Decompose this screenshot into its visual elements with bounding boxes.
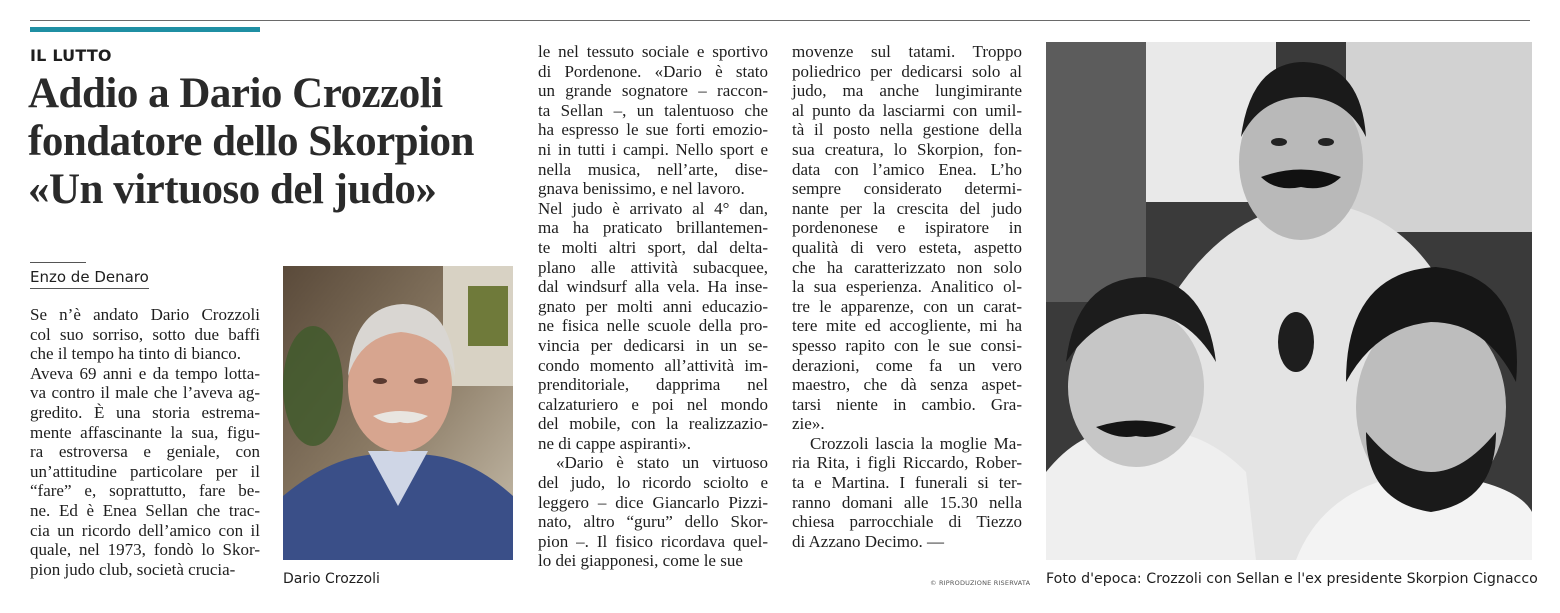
body-text-line: ne. Ed è Enea Sellan che trac-	[30, 500, 260, 520]
body-text-line: che ha caratterizzato non solo	[792, 257, 1022, 277]
body-text-line: ta Sellan –, un talentuoso che	[538, 100, 768, 120]
body-text-line: un grande sognatore – raccon-	[538, 81, 768, 101]
body-text-line: “fare” e, soprattutto, fare be-	[30, 481, 260, 501]
body-text-line: ria Rita, i figli Riccardo, Rober-	[792, 453, 1022, 473]
body-text-line: pion –. Il fisico ricordava quel-	[538, 531, 768, 551]
body-text-line: data con l’amico Enea. L’ho	[792, 159, 1022, 179]
body-text-line: chiesa parrocchiale di Tiezzo	[792, 512, 1022, 532]
group-photo-caption: Foto d'epoca: Crozzoli con Sellan e l'ex presidente Skorpion Cignacco	[1046, 571, 1538, 587]
article-byline: Enzo de Denaro	[30, 268, 149, 289]
body-text-line: pordenonese e ispiratore in	[792, 218, 1022, 238]
body-text-line: tà il posto nella gestione della	[792, 120, 1022, 140]
body-text-line: gnato per molti anni educazio-	[538, 296, 768, 316]
body-text-line: te molti altri sport, dal delta-	[538, 237, 768, 257]
body-text-line: Aveva 69 anni e da tempo lotta-	[30, 363, 260, 383]
section-accent-bar	[30, 27, 260, 32]
body-text-line: le nel tessuto sociale e sportivo	[538, 42, 768, 61]
body-text-line: ne di cappe aspiranti».	[538, 433, 691, 453]
body-text-line: Se n’è andato Dario Crozzoli	[30, 305, 260, 324]
headline-line: fondatore dello Skorpion	[28, 118, 474, 165]
body-text-line: nante per la crescita del judo	[792, 198, 1022, 218]
body-text-line: va contro il male che l’aveva ag-	[30, 383, 260, 403]
body-text-line: maestro, che dà senza aspet-	[792, 375, 1022, 395]
body-text-line: condo momento all’attività im-	[538, 355, 768, 375]
body-text-line: Nel judo è arrivato al 4° dan,	[538, 198, 768, 218]
body-text-line: calzaturiero e poi nel mondo	[538, 394, 768, 414]
body-text-line: la sua esperienza. Analitico ol-	[792, 277, 1022, 297]
body-text-line: sempre considerato determi-	[792, 179, 1022, 199]
body-text-line: quale, nel 1973, fondò lo Skor-	[30, 540, 260, 560]
body-text-line: pion judo club, società crucia-	[30, 559, 236, 579]
body-text-line: ma ha praticato brillantemen-	[538, 218, 768, 238]
body-text-line: Crozzoli lascia la moglie Ma-	[810, 433, 1022, 453]
body-text-line: spesso rapito con le sue consi-	[792, 335, 1022, 355]
body-text-line: nella musica, nell’arte, dise-	[538, 159, 768, 179]
body-text-line: ranno domani alle 15.30 nella	[792, 492, 1022, 512]
body-text-line: vincia per dedicarsi in un se-	[538, 335, 768, 355]
body-text-line: zie».	[792, 414, 825, 434]
body-text-line: leggero – dice Giancarlo Pizzi-	[538, 492, 768, 512]
headline-line: Addio a Dario Crozzoli	[28, 70, 443, 117]
article-column-3	[792, 42, 1022, 551]
group-photo-image	[1046, 42, 1532, 560]
body-text-line: tere mite ed accogliente, mi ha	[792, 316, 1022, 336]
headline-line: «Un virtuoso del judo»	[28, 166, 437, 213]
body-text-line: che il tempo ha tinto di bianco.	[30, 344, 242, 364]
body-text-line: cia un ricordo dell’amico con il	[30, 520, 260, 540]
body-text-line: poliedrico per dedicarsi solo al	[792, 61, 1022, 81]
body-text-line: mente affascinante la sua, figu-	[30, 422, 260, 442]
body-text-line: tarsi niente in cambio. Gra-	[792, 394, 1022, 414]
body-text-line: tre le apparenze, con un carat-	[792, 296, 1022, 316]
body-text-line: ra estroversa e geniale, con	[30, 442, 260, 462]
body-text-line: lo dei giapponesi, come le sue	[538, 551, 743, 571]
body-text-line: un’attitudine particolare per il	[30, 461, 260, 481]
body-text-line: del judo, lo ricordo sciolto e	[538, 473, 768, 493]
article-column-2	[538, 42, 768, 571]
portrait-caption: Dario Crozzoli	[283, 571, 380, 587]
body-text-line: di Pordenone. «Dario è stato	[538, 61, 768, 81]
body-text-line: movenze sul tatami. Troppo	[792, 42, 1022, 61]
body-text-line: judo, ma anche lungimirante	[792, 81, 1022, 101]
body-text-line: ne fisica nelle scuole della pro-	[538, 316, 768, 336]
reproduction-notice: © RIPRODUZIONE RISERVATA	[930, 579, 1031, 587]
body-text-line: di Azzano Decimo. —	[792, 531, 945, 551]
body-text-line: dal windsurf alla vela. Ha inse-	[538, 277, 768, 297]
body-text-line: «Dario è stato un virtuoso	[556, 453, 768, 473]
body-text-line: ha espresso le sue forti emozio-	[538, 120, 768, 140]
portrait-photo-image	[283, 266, 513, 560]
body-text-line: gredito. È una storia estrema-	[30, 402, 260, 422]
byline-rule	[30, 262, 86, 263]
body-text-line: col suo sorriso, sotto due baffi	[30, 324, 260, 344]
body-text-line: qualità di vero esteta, aspetto	[792, 237, 1022, 257]
group-photo	[1046, 42, 1532, 560]
body-text-line: plano alle attività subacquee,	[538, 257, 768, 277]
body-text-line: al punto da lasciarmi con umil-	[792, 100, 1022, 120]
portrait-photo	[283, 266, 513, 560]
body-text-line: gnava benissimo, e nel lavoro.	[538, 179, 745, 199]
body-text-line: sua creatura, lo Skorpion, fon-	[792, 139, 1022, 159]
body-text-line: nato, altro “guru” dello Skor-	[538, 512, 768, 532]
body-text-line: del mobile, con la realizzazio-	[538, 414, 768, 434]
body-text-line: ta e Martina. I funerali si ter-	[792, 473, 1022, 493]
article-column-1	[30, 305, 260, 579]
body-text-line: derazioni, come fa un vero	[792, 355, 1022, 375]
body-text-line: ni in tutti i campi. Nello sport e	[538, 139, 768, 159]
top-rule	[30, 20, 1530, 21]
article-headline	[28, 70, 528, 214]
article-kicker: IL LUTTO	[30, 46, 112, 65]
body-text-line: prenditoriale, dapprima nel	[538, 375, 768, 395]
